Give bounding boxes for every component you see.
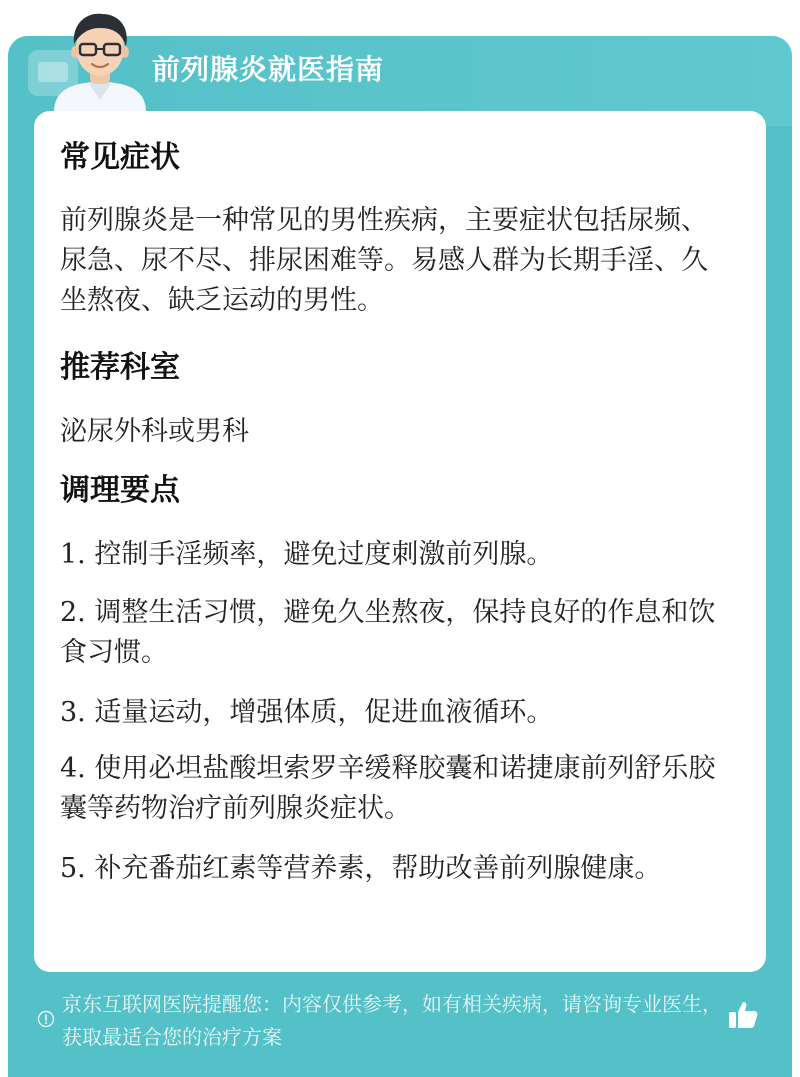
section-title-care: 调理要点 [60, 473, 180, 508]
item-number: 3. [60, 697, 86, 728]
section-title-symptoms: 常见症状 [60, 140, 180, 175]
section-title-department: 推荐科室 [60, 350, 180, 385]
item-text: 调整生活习惯，避免久坐熬夜，保持良好的作息和饮食习惯。 [60, 597, 716, 668]
list-item [60, 849, 728, 889]
content-card [34, 111, 766, 972]
list-item [60, 593, 728, 673]
doctor-avatar [40, 4, 160, 112]
item-number: 2. [60, 597, 86, 628]
item-number: 1. [60, 539, 86, 570]
item-text: 适量运动，增强体质，促进血液循环。 [94, 697, 554, 728]
item-number: 4. [60, 753, 86, 784]
item-text: 控制手淫频率，避免过度刺激前列腺。 [94, 539, 554, 570]
item-text: 使用必坦盐酸坦索罗辛缓释胶囊和诺捷康前列舒乐胶囊等药物治疗前列腺炎症状。 [60, 753, 716, 824]
item-number: 5. [60, 853, 86, 884]
disclaimer-text: 京东互联网医院提醒您：内容仅供参考，如有相关疾病，请咨询专业医生，获取最适合您的治疗方案 [62, 992, 722, 1049]
list-item [60, 749, 728, 829]
thumbs-up-icon[interactable] [726, 998, 760, 1032]
item-text: 补充番茄红素等营养素，帮助改善前列腺健康。 [94, 853, 662, 884]
list-item [60, 535, 728, 575]
info-icon [37, 1010, 55, 1028]
list-item [60, 693, 728, 733]
department-text: 泌尿外科或男科 [60, 416, 249, 447]
page-title: 前列腺炎就医指南 [152, 53, 385, 86]
symptoms-text: 前列腺炎是一种常见的男性疾病，主要症状包括尿频、尿急、尿不尽、排尿困难等。易感人群为长期手淫、久坐熬夜、缺乏运动的男性。 [60, 205, 708, 316]
